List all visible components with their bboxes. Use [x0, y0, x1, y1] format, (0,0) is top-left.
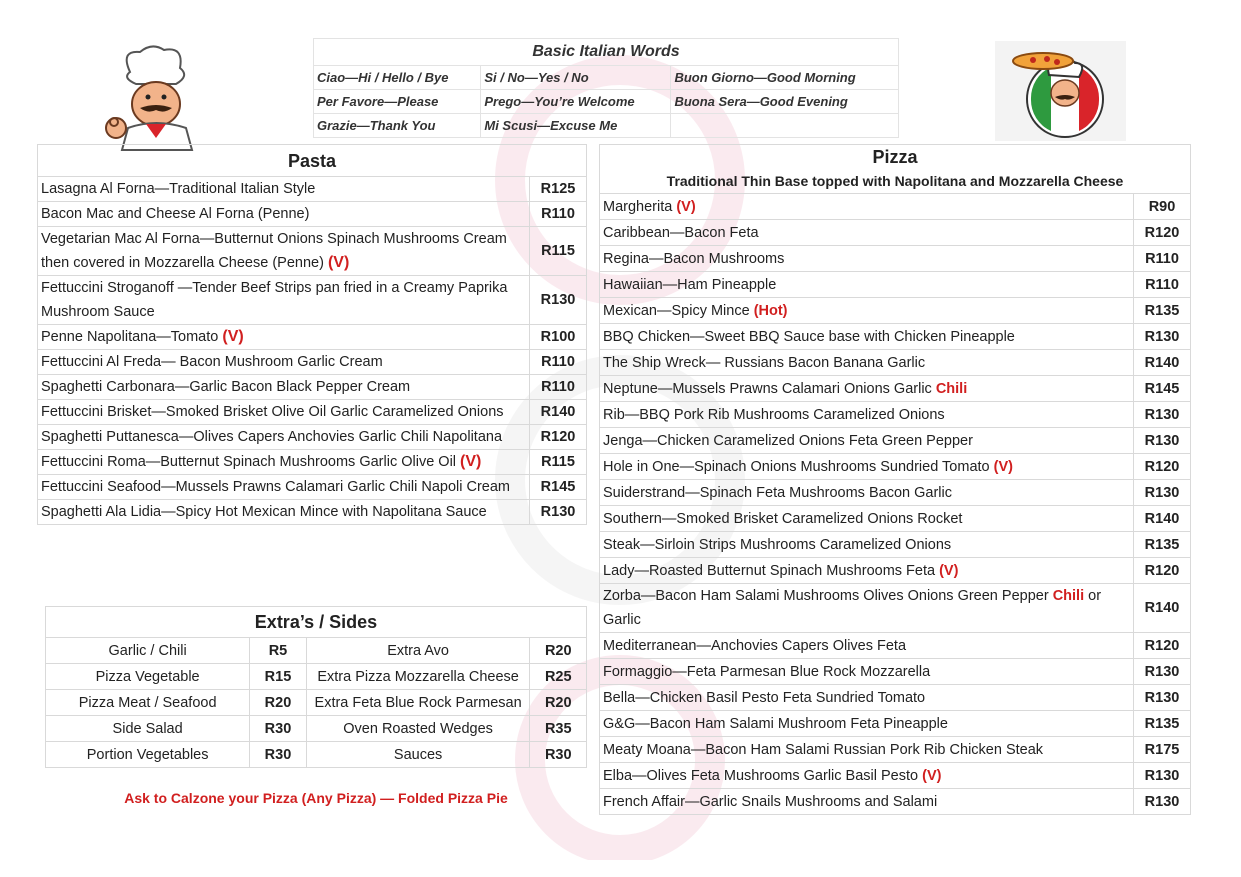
pizza-item-text: Regina—Bacon Mushrooms: [603, 250, 785, 267]
pasta-item-name: [38, 500, 530, 525]
pizza-item-row: [600, 558, 1191, 584]
pasta-item-row: [38, 202, 587, 227]
pizza-item-text: Meaty Moana—Bacon Ham Salami Russian Pork Rib Chicken Steak: [603, 741, 1044, 758]
italian-words-title: Basic Italian Words: [314, 39, 899, 66]
extras-title: Extra’s / Sides: [46, 607, 587, 638]
pasta-item-row: [38, 177, 587, 202]
pasta-menu-table: [37, 144, 587, 525]
extras-row: [46, 716, 587, 742]
pizza-item-tag: (V): [993, 458, 1013, 475]
pasta-item-row: [38, 276, 587, 325]
chef-pizza-logo-image: [995, 41, 1126, 141]
pasta-item-text: Spaghetti Ala Lidia—Spicy Hot Mexican Mince with Napolitana Sauce: [41, 504, 487, 520]
pasta-item-name: [38, 227, 530, 276]
pasta-item-text: Vegetarian Mac Al Forna—Butternut Onions Spinach Mushrooms Cream then covered in Mozzarella Cheese (Penne): [41, 231, 507, 271]
pizza-item-name: [600, 763, 1134, 789]
pizza-item-text: Mediterranean—Anchovies Capers Olives Feta: [603, 637, 907, 654]
pizza-item-text: Caribbean—Bacon Feta: [603, 224, 759, 241]
extra-name: Portion Vegetables: [46, 742, 250, 768]
pizza-item-text: Jenga—Chicken Caramelized Onions Feta Green Pepper: [603, 432, 973, 449]
pizza-item-name: [600, 506, 1134, 532]
pizza-item-row: [600, 789, 1191, 815]
pizza-item-tag: (V): [676, 198, 696, 215]
extra-name: Side Salad: [46, 716, 250, 742]
pasta-item-text: Fettuccini Brisket—Smoked Brisket Olive Oil Garlic Caramelized Onions: [41, 404, 504, 420]
pizza-item-row: [600, 532, 1191, 558]
pizza-item-text: Neptune—Mussels Prawns Calamari Onions Garlic: [603, 380, 936, 397]
chef-ok-gesture-image: [100, 42, 206, 152]
pizza-item-text: BBQ Chicken—Sweet BBQ Sauce base with Chicken Pineapple: [603, 328, 1015, 345]
pasta-item-text: Spaghetti Puttanesca—Olives Capers Anchovies Garlic Chili Napolitana: [41, 429, 503, 445]
pizza-item-name: [600, 272, 1134, 298]
pasta-item-text: Fettuccini Seafood—Mussels Prawns Calamari Garlic Chili Napoli Cream: [41, 479, 510, 495]
pizza-item-row: [600, 685, 1191, 711]
extra-name: Extra Pizza Mozzarella Cheese: [306, 664, 530, 690]
extra-name: Oven Roasted Wedges: [306, 716, 530, 742]
pizza-item-name: [600, 558, 1134, 584]
pizza-item-price: R110: [1134, 272, 1191, 298]
pasta-item-price: R115: [530, 450, 587, 475]
extras-row: [46, 664, 587, 690]
pizza-item-price: R130: [1134, 428, 1191, 454]
pizza-item-row: [600, 506, 1191, 532]
pizza-item-price: R130: [1134, 659, 1191, 685]
pizza-item-text: Formaggio—Feta Parmesan Blue Rock Mozzarella: [603, 663, 931, 680]
pizza-title: Pizza: [600, 145, 1191, 170]
pizza-item-price: R135: [1134, 532, 1191, 558]
extra-name: Extra Avo: [306, 638, 530, 664]
pasta-item-row: [38, 400, 587, 425]
pizza-item-name: [600, 454, 1134, 480]
extra-price: R5: [250, 638, 306, 664]
pizza-item-tag: (Hot): [753, 302, 788, 319]
pasta-item-text: Lasagna Al Forna—Traditional Italian Style: [41, 181, 316, 197]
pasta-item-row: [38, 350, 587, 375]
pizza-item-row: [600, 711, 1191, 737]
pizza-item-name: [600, 737, 1134, 763]
pizza-item-price: R130: [1134, 763, 1191, 789]
pizza-item-row: [600, 428, 1191, 454]
pizza-item-name: [600, 480, 1134, 506]
pizza-item-text: Lady—Roasted Butternut Spinach Mushrooms Feta: [603, 562, 940, 579]
pizza-item-text: Rib—BBQ Pork Rib Mushrooms Caramelized Onions: [603, 406, 945, 423]
pizza-item-name: [600, 532, 1134, 558]
pizza-item-row: [600, 737, 1191, 763]
pizza-item-row: [600, 763, 1191, 789]
pizza-item-row: [600, 246, 1191, 272]
pasta-item-price: R125: [530, 177, 587, 202]
pizza-item-price: R135: [1134, 298, 1191, 324]
pizza-item-row: [600, 402, 1191, 428]
calzone-note: Ask to Calzone your Pizza (Any Pizza) — Folded Pizza Pie: [124, 790, 508, 806]
pizza-item-name: [600, 298, 1134, 324]
extra-price: R30: [530, 742, 587, 768]
pasta-item-price: R110: [530, 375, 587, 400]
pizza-item-name: [600, 584, 1134, 633]
pasta-item-name: [38, 450, 530, 475]
pizza-item-tag: (V): [939, 562, 959, 579]
italian-words-row: [314, 66, 899, 90]
pizza-item-text: Steak—Sirloin Strips Mushrooms Caramelized Onions: [603, 536, 952, 553]
pizza-item-price: R110: [1134, 246, 1191, 272]
pasta-item-name: [38, 375, 530, 400]
pasta-item-name: [38, 400, 530, 425]
pizza-item-row: [600, 659, 1191, 685]
pizza-item-text: Mexican—Spicy Mince: [603, 302, 754, 319]
pasta-item-price: R130: [530, 500, 587, 525]
extras-row: [46, 742, 587, 768]
pizza-item-tag: Chili: [1052, 588, 1085, 604]
pizza-item-name: [600, 220, 1134, 246]
pasta-item-text: Fettuccini Stroganoff —Tender Beef Strips pan fried in a Creamy Paprika Mushroom Sauce: [41, 280, 508, 320]
italian-word: Prego—You’re Welcome: [481, 90, 671, 114]
pasta-item-name: [38, 425, 530, 450]
pizza-item-text: Southern—Smoked Brisket Caramelized Onions Rocket: [603, 510, 963, 527]
italian-word: Si / No—Yes / No: [481, 66, 671, 90]
pizza-item-row: [600, 454, 1191, 480]
pizza-item-row: [600, 633, 1191, 659]
pizza-item-price: R130: [1134, 324, 1191, 350]
pizza-item-row: [600, 584, 1191, 633]
pizza-item-price: R90: [1134, 194, 1191, 220]
pizza-item-text: Hole in One—Spinach Onions Mushrooms Sundried Tomato: [603, 458, 994, 475]
extra-price: R20: [530, 638, 587, 664]
pizza-item-name: [600, 711, 1134, 737]
pizza-item-price: R130: [1134, 789, 1191, 815]
pizza-item-price: R145: [1134, 376, 1191, 402]
pizza-item-text: Elba—Olives Feta Mushrooms Garlic Basil Pesto: [603, 767, 923, 784]
pasta-item-text: Fettuccini Roma—Butternut Spinach Mushrooms Garlic Olive Oil: [41, 454, 457, 470]
pizza-item-price: R140: [1134, 584, 1191, 633]
italian-word: Buona Sera—Good Evening: [671, 90, 899, 114]
extra-price: R15: [250, 664, 306, 690]
extra-price: R30: [250, 742, 306, 768]
pizza-item-text: The Ship Wreck— Russians Bacon Banana Garlic: [603, 354, 926, 371]
pizza-item-price: R175: [1134, 737, 1191, 763]
italian-words-row: [314, 90, 899, 114]
pasta-item-price: R100: [530, 325, 587, 350]
pasta-item-price: R130: [530, 276, 587, 325]
pizza-item-tag: Chili: [935, 380, 968, 397]
pizza-item-text: French Affair—Garlic Snails Mushrooms and Salami: [603, 793, 938, 810]
pizza-item-text: Zorba—Bacon Ham Salami Mushrooms Olives Onions Green Pepper: [603, 588, 1053, 604]
pasta-item-name: [38, 276, 530, 325]
pizza-item-name: [600, 428, 1134, 454]
pizza-item-name: [600, 659, 1134, 685]
pasta-item-row: [38, 375, 587, 400]
pasta-item-price: R145: [530, 475, 587, 500]
pizza-item-name: [600, 324, 1134, 350]
pizza-item-row: [600, 220, 1191, 246]
pizza-item-row: [600, 272, 1191, 298]
pasta-item-text: Fettuccini Al Freda— Bacon Mushroom Garlic Cream: [41, 354, 383, 370]
pizza-item-text: Hawaiian—Ham Pineapple: [603, 276, 777, 293]
pasta-item-price: R140: [530, 400, 587, 425]
extra-price: R20: [530, 690, 587, 716]
pasta-item-text: Penne Napolitana—Tomato: [41, 329, 219, 345]
pizza-item-row: [600, 298, 1191, 324]
pizza-item-text: G&G—Bacon Ham Salami Mushroom Feta Pineapple: [603, 715, 948, 732]
extra-price: R20: [250, 690, 306, 716]
pasta-item-name: [38, 475, 530, 500]
pizza-item-name: [600, 685, 1134, 711]
pizza-item-text: Margherita: [603, 198, 677, 215]
extra-price: R30: [250, 716, 306, 742]
pasta-item-row: [38, 500, 587, 525]
italian-word: Mi Scusi—Excuse Me: [481, 114, 671, 138]
italian-words-table: [313, 38, 899, 138]
extra-name: Garlic / Chili: [46, 638, 250, 664]
pasta-title: Pasta: [38, 145, 587, 177]
pizza-item-row: [600, 194, 1191, 220]
extra-name: Pizza Vegetable: [46, 664, 250, 690]
pasta-item-row: [38, 227, 587, 276]
vegetarian-tag: (V): [327, 254, 350, 271]
pizza-item-price: R120: [1134, 633, 1191, 659]
pasta-item-name: [38, 202, 530, 227]
italian-word: Buon Giorno—Good Morning: [671, 66, 899, 90]
pizza-item-name: [600, 376, 1134, 402]
pasta-item-row: [38, 475, 587, 500]
pizza-item-name: [600, 194, 1134, 220]
pizza-item-text: Suiderstrand—Spinach Feta Mushrooms Bacon Garlic: [603, 484, 952, 501]
extra-price: R25: [530, 664, 587, 690]
pizza-item-price: R130: [1134, 402, 1191, 428]
pasta-item-row: [38, 450, 587, 475]
pizza-item-text: Bella—Chicken Basil Pesto Feta Sundried Tomato: [603, 689, 926, 706]
pasta-item-price: R115: [530, 227, 587, 276]
pasta-item-text: Bacon Mac and Cheese Al Forna (Penne): [41, 206, 310, 222]
vegetarian-tag: (V): [222, 328, 244, 345]
pasta-item-name: [38, 325, 530, 350]
extras-row: [46, 638, 587, 664]
pizza-subtitle: Traditional Thin Base topped with Napolitana and Mozzarella Cheese: [600, 169, 1191, 194]
pasta-item-name: [38, 177, 530, 202]
pasta-item-price: R110: [530, 202, 587, 227]
pizza-item-name: [600, 350, 1134, 376]
pizza-item-tag: (V): [922, 767, 942, 784]
pasta-item-name: [38, 350, 530, 375]
pizza-item-name: [600, 633, 1134, 659]
pasta-item-price: R110: [530, 350, 587, 375]
pizza-item-price: R130: [1134, 685, 1191, 711]
pasta-item-price: R120: [530, 425, 587, 450]
extra-name: Sauces: [306, 742, 530, 768]
vegetarian-tag: (V): [460, 453, 482, 470]
pizza-item-price: R120: [1134, 220, 1191, 246]
pizza-item-name: [600, 246, 1134, 272]
pasta-item-text: Spaghetti Carbonara—Garlic Bacon Black Pepper Cream: [41, 379, 411, 395]
italian-word: Per Favore—Please: [314, 90, 481, 114]
pizza-item-price: R120: [1134, 558, 1191, 584]
pasta-item-row: [38, 325, 587, 350]
pizza-item-text-after: or Garlic: [603, 588, 1102, 628]
extra-name: Extra Feta Blue Rock Parmesan: [306, 690, 530, 716]
extra-price: R35: [530, 716, 587, 742]
pizza-item-row: [600, 324, 1191, 350]
italian-word: Grazie—Thank You: [314, 114, 481, 138]
pizza-item-price: R140: [1134, 506, 1191, 532]
pizza-item-price: R130: [1134, 480, 1191, 506]
extras-row: [46, 690, 587, 716]
pasta-item-row: [38, 425, 587, 450]
italian-words-row: [314, 114, 899, 138]
pizza-item-row: [600, 350, 1191, 376]
extras-sides-table: [45, 606, 587, 768]
pizza-item-row: [600, 480, 1191, 506]
pizza-item-price: R120: [1134, 454, 1191, 480]
pizza-item-name: [600, 402, 1134, 428]
extra-name: Pizza Meat / Seafood: [46, 690, 250, 716]
pizza-item-row: [600, 376, 1191, 402]
pizza-item-price: R140: [1134, 350, 1191, 376]
pizza-item-price: R135: [1134, 711, 1191, 737]
italian-word: Ciao—Hi / Hello / Bye: [314, 66, 481, 90]
italian-word: [671, 114, 899, 138]
pizza-menu-table: [599, 144, 1191, 815]
pizza-item-name: [600, 789, 1134, 815]
